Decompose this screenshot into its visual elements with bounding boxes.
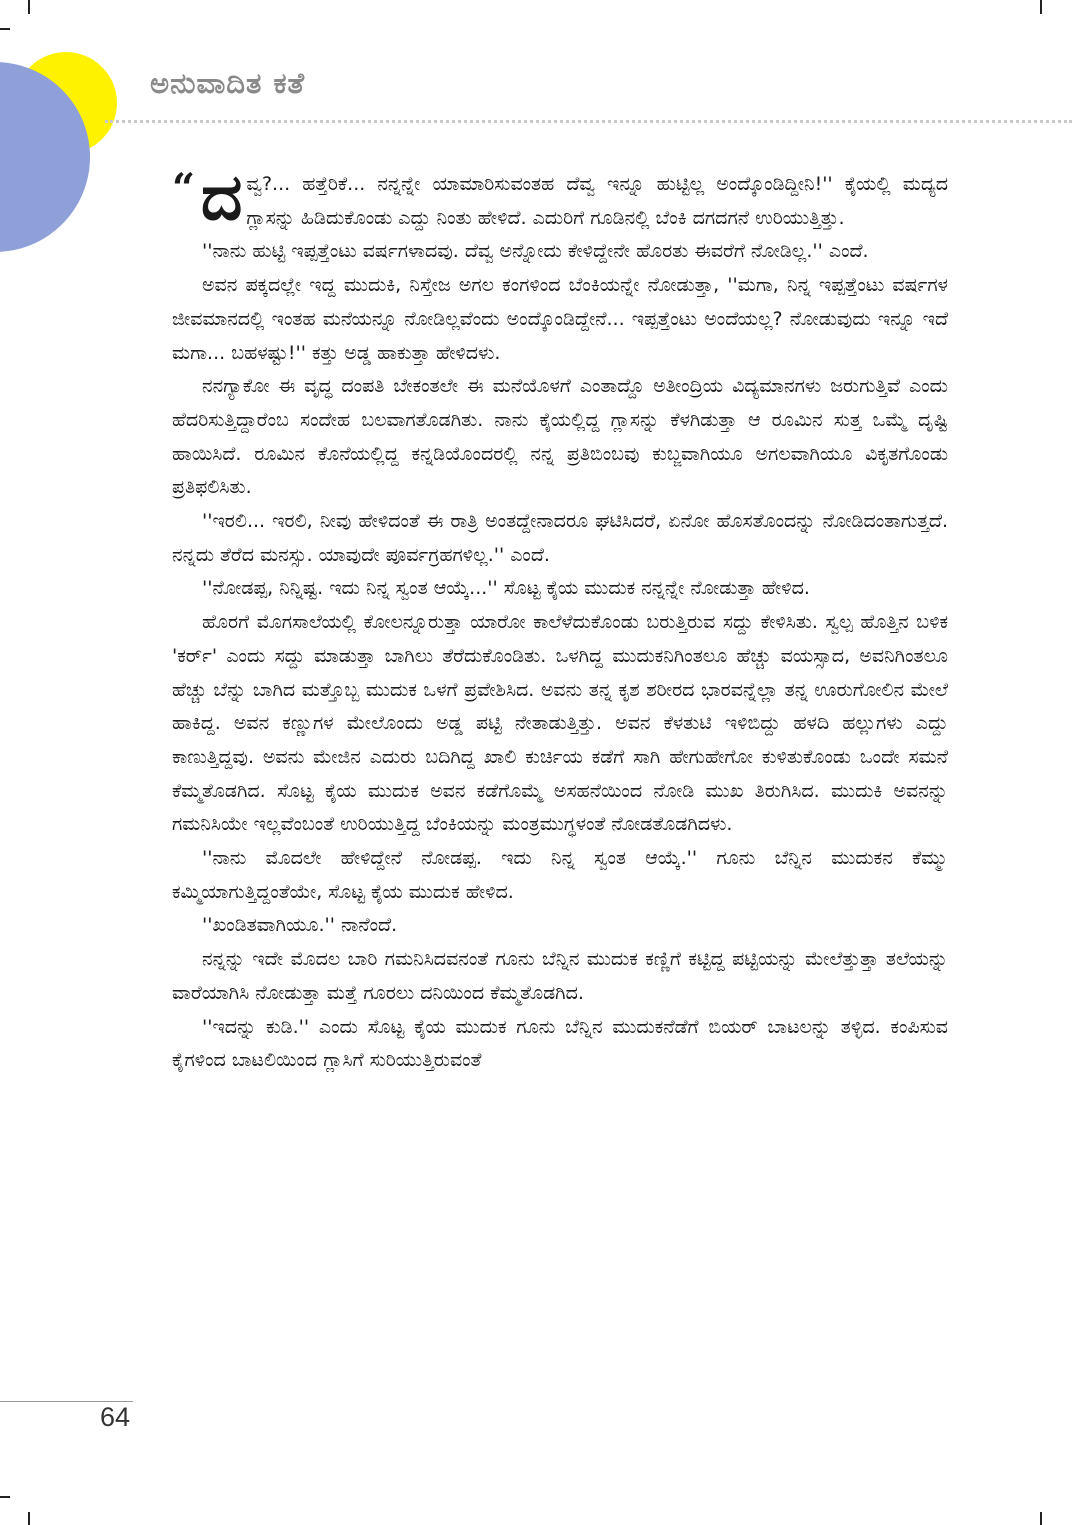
page-number: 64 (100, 1402, 131, 1432)
crop-mark (1040, 1512, 1042, 1525)
crop-mark (1040, 0, 1042, 14)
opening-quote-mark: “ (172, 165, 196, 212)
story-paragraph: ಹೊರಗೆ ಮೊಗಸಾಲೆಯಲ್ಲಿ ಕೋಲನ್ನೂರುತ್ತಾ ಯಾರೋ ಕಾಲೆಳೆದುಕೊಂಡು ಬರುತ್ತಿರುವ ಸದ್ದು ಕೇಳಿಸಿತು. ಸ್ವಲ್ಪ ಹೊತ್ತಿನ ಬಳಿಕ 'ಕರ್ರ್' ಎಂದು ಸದ್ದು ಮಾಡುತ್ತಾ ಬಾಗಿಲು ತೆರೆದುಕೊಂಡಿತು. ಒಳಗಿದ್ದ ಮುದುಕನಿಗಿಂತಲೂ ಹೆಚ್ಚು ವಯಸ್ಸಾದ, ಅವನಿಗಿಂತಲೂ ಹೆಚ್ಚು ಬೆನ್ನು ಬಾಗಿದ ಮತ್ತೊಬ್ಬ ಮುದುಕ ಒಳಗೆ ಪ್ರವೇಶಿಸಿದ. ಅವನು ತನ್ನ ಕೃಶ ಶರೀರದ ಭಾರವನ್ನೆಲ್ಲಾ ತನ್ನ ಊರುಗೋಲಿನ ಮೇಲೆ ಹಾಕಿದ್ದ. ಅವನ ಕಣ್ಣುಗಳ ಮೇಲೊಂದು ಅಡ್ಡ ಪಟ್ಟಿ ನೇತಾಡುತ್ತಿತ್ತು. ಅವನ ಕೆಳತುಟಿ ಇಳಿಬಿದ್ದು ಹಳದಿ ಹಲ್ಲುಗಳು ಎದ್ದು ಕಾಣುತ್ತಿದ್ದವು. ಅವನು ಮೇಜಿನ ಎದುರು ಬದಿಗಿದ್ದ ಖಾಲಿ ಕುರ್ಚಿಯ ಕಡೆಗೆ ಸಾಗಿ ಹೇಗುಹೇಗೋ ಕುಳಿತುಕೊಂಡು ಒಂದೇ ಸಮನೆ ಕೆಮ್ಮತೊಡಗಿದ. ಸೊಟ್ಟ ಕೈಯ ಮುದುಕ ಅವನ ಕಡೆಗೊಮ್ಮೆ ಅಸಹನೆಯಿಂದ ನೋಡಿ ಮುಖ ತಿರುಗಿಸಿದ. ಮುದುಕಿ ಅವನನ್ನು ಗಮನಿಸಿಯೇ ಇಲ್ಲವೆಂಬಂತೆ ಉರಿಯುತ್ತಿದ್ದ ಬೆಂಕಿಯನ್ನು ಮಂತ್ರಮುಗ್ಧಳಂತೆ ನೋಡತೊಡಗಿದಳು. (172, 611, 948, 836)
story-paragraph: ''ನಾನು ಮೊದಲೇ ಹೇಳಿದ್ದೇನೆ ನೋಡಪ್ಪ. ಇದು ನಿನ್ನ ಸ್ವಂತ ಆಯ್ಕೆ.'' ಗೂನು ಬೆನ್ನಿನ ಮುದುಕನ ಕೆಮ್ಮು ಕಮ್ಮಿಯಾಗುತ್ತಿದ್ದಂತೆಯೇ, ಸೊಟ್ಟ ಕೈಯ ಮುದುಕ ಹೇಳಿದ. (172, 847, 948, 903)
header-dotted-divider (105, 120, 1072, 123)
story-paragraph (172, 161, 948, 235)
story-paragraph: ''ನೋಡಪ್ಪ, ನಿನ್ನಿಷ್ಟ. ಇದು ನಿನ್ನ ಸ್ವಂತ ಆಯ್ಕೆ...'' ಸೊಟ್ಟ ಕೈಯ ಮುದುಕ ನನ್ನನ್ನೇ ನೋಡುತ್ತಾ ಹೇಳಿದ. (202, 577, 810, 600)
story-paragraph: ''ನಾನು ಹುಟ್ಟಿ ಇಪ್ಪತ್ತೆಂಟು ವರ್ಷಗಳಾದವು. ದೆವ್ವ ಅನ್ನೋದು ಕೇಳಿದ್ದೇನೇ ಹೊರತು ಈವರೆಗೆ ನೋಡಿಲ್ಲ.'' ಎಂದೆ. (202, 240, 869, 263)
crop-mark (28, 1512, 30, 1525)
story-paragraph: ಅವನ ಪಕ್ಕದಲ್ಲೇ ಇದ್ದ ಮುದುಕಿ, ನಿಸ್ತೇಜ ಅಗಲ ಕಂಗಳಿಂದ ಬೆಂಕಿಯನ್ನೇ ನೋಡುತ್ತಾ, ''ಮಗಾ, ನಿನ್ನ ಇಪ್ಪತ್ತೆಂಟು ವರ್ಷಗಳ ಜೀವಮಾನದಲ್ಲಿ ಇಂತಹ ಮನೆಯನ್ನೂ ನೋಡಿಲ್ಲವೆಂದು ಅಂದ್ಕೊಂಡಿದ್ದೇನೆ... ಇಪ್ಪತ್ತೆಂಟು ಅಂದೆಯಲ್ಲ? ನೋಡುವುದು ಇನ್ನೂ ಇದೆ ಮಗಾ... ಬಹಳಷ್ಟು!'' ಕತ್ತು ಅಡ್ಡ ಹಾಕುತ್ತಾ ಹೇಳಿದಳು. (172, 274, 948, 364)
crop-mark (28, 0, 30, 14)
story-paragraph: ''ಖಂಡಿತವಾಗಿಯೂ.'' ನಾನೆಂದೆ. (202, 914, 398, 937)
crop-mark (0, 1496, 10, 1498)
story-body (172, 161, 948, 1078)
section-title: ಅನುವಾದಿತ ಕತೆ (150, 66, 306, 100)
drop-cap: ದ (201, 161, 243, 235)
story-paragraph: ನನ್ನನ್ನು ಇದೇ ಮೊದಲ ಬಾರಿ ಗಮನಿಸಿದವನಂತೆ ಗೂನು ಬೆನ್ನಿನ ಮುದುಕ ಕಣ್ಣಿಗೆ ಕಟ್ಟಿದ್ದ ಪಟ್ಟಿಯನ್ನು ಮೇಲೆತ್ತುತ್ತಾ ತಲೆಯನ್ನು ವಾರೆಯಾಗಿಸಿ ನೋಡುತ್ತಾ ಮತ್ತೆ ಗೂರಲು ದನಿಯಿಂದ ಕೆಮ್ಮತೊಡಗಿದ. (172, 948, 948, 1004)
story-paragraph: ''ಇರಲಿ... ಇರಲಿ, ನೀವು ಹೇಳಿದಂತೆ ಈ ರಾತ್ರಿ ಅಂತದ್ದೇನಾದರೂ ಘಟಿಸಿದರೆ, ಏನೋ ಹೊಸತೊಂದನ್ನು ನೋಡಿದಂತಾಗುತ್ತದೆ. ನನ್ನದು ತೆರೆದ ಮನಸ್ಸು. ಯಾವುದೇ ಪೂರ್ವಗ್ರಹಗಳಿಲ್ಲ.'' ಎಂದೆ. (172, 510, 948, 566)
story-paragraph: ''ಇದನ್ನು ಕುಡಿ.'' ಎಂದು ಸೊಟ್ಟ ಕೈಯ ಮುದುಕ ಗೂನು ಬೆನ್ನಿನ ಮುದುಕನೆಡೆಗೆ ಬಿಯರ್ ಬಾಟಲನ್ನು ತಳ್ಳಿದ. ಕಂಪಿಸುವ ಕೈಗಳಿಂದ ಬಾಟಲಿಯಿಂದ ಗ್ಲಾಸಿಗೆ ಸುರಿಯುತ್ತಿರುವಂತೆ (172, 1015, 948, 1072)
story-paragraph: ನನಗ್ಯಾಕೋ ಈ ವೃದ್ಧ ದಂಪತಿ ಬೇಕಂತಲೇ ಈ ಮನೆಯೊಳಗೆ ಎಂತಾದ್ದೊ ಅತೀಂದ್ರಿಯ ವಿದ್ಯಮಾನಗಳು ಜರುಗುತ್ತಿವೆ ಎಂದು ಹೆದರಿಸುತ್ತಿದ್ದಾರೆಂಬ ಸಂದೇಹ ಬಲವಾಗತೊಡಗಿತು. ನಾನು ಕೈಯಲ್ಲಿದ್ದ ಗ್ಲಾಸನ್ನು ಕೆಳಗಿಡುತ್ತಾ ಆ ರೂಮಿನ ಸುತ್ತ ಒಮ್ಮೆ ದೃಷ್ಟಿ ಹಾಯಿಸಿದೆ. ರೂಮಿನ ಕೊನೆಯಲ್ಲಿದ್ದ ಕನ್ನಡಿಯೊಂದರಲ್ಲಿ ನನ್ನ ಪ್ರತಿಬಿಂಬವು ಕುಬ್ಜವಾಗಿಯೂ ಅಗಲವಾಗಿಯೂ ವಿಕೃತಗೊಂಡು ಪ್ರತಿಫಲಿಸಿತು. (172, 375, 948, 499)
crop-mark (0, 28, 10, 30)
paragraph-text: ವ್ವ?... ಹತ್ತೆರಿಕೆ... ನನ್ನನ್ನೇ ಯಾಮಾರಿಸುವಂತಹ ದೆವ್ವ ಇನ್ನೂ ಹುಟ್ಟಿಲ್ಲ ಅಂದ್ಕೊಂಡಿದ್ದೀನಿ!'' ಕೈಯಲ್ಲಿ ಮದ್ಯದ ಗ್ಲಾಸನ್ನು ಹಿಡಿದುಕೊಂಡು ಎದ್ದು ನಿಂತು ಹೇಳಿದೆ. ಎದುರಿಗೆ ಗೂಡಿನಲ್ಲಿ ಬೆಂಕಿ ದಗದಗನೆ ಉರಿಯುತ್ತಿತ್ತು. (246, 173, 948, 229)
